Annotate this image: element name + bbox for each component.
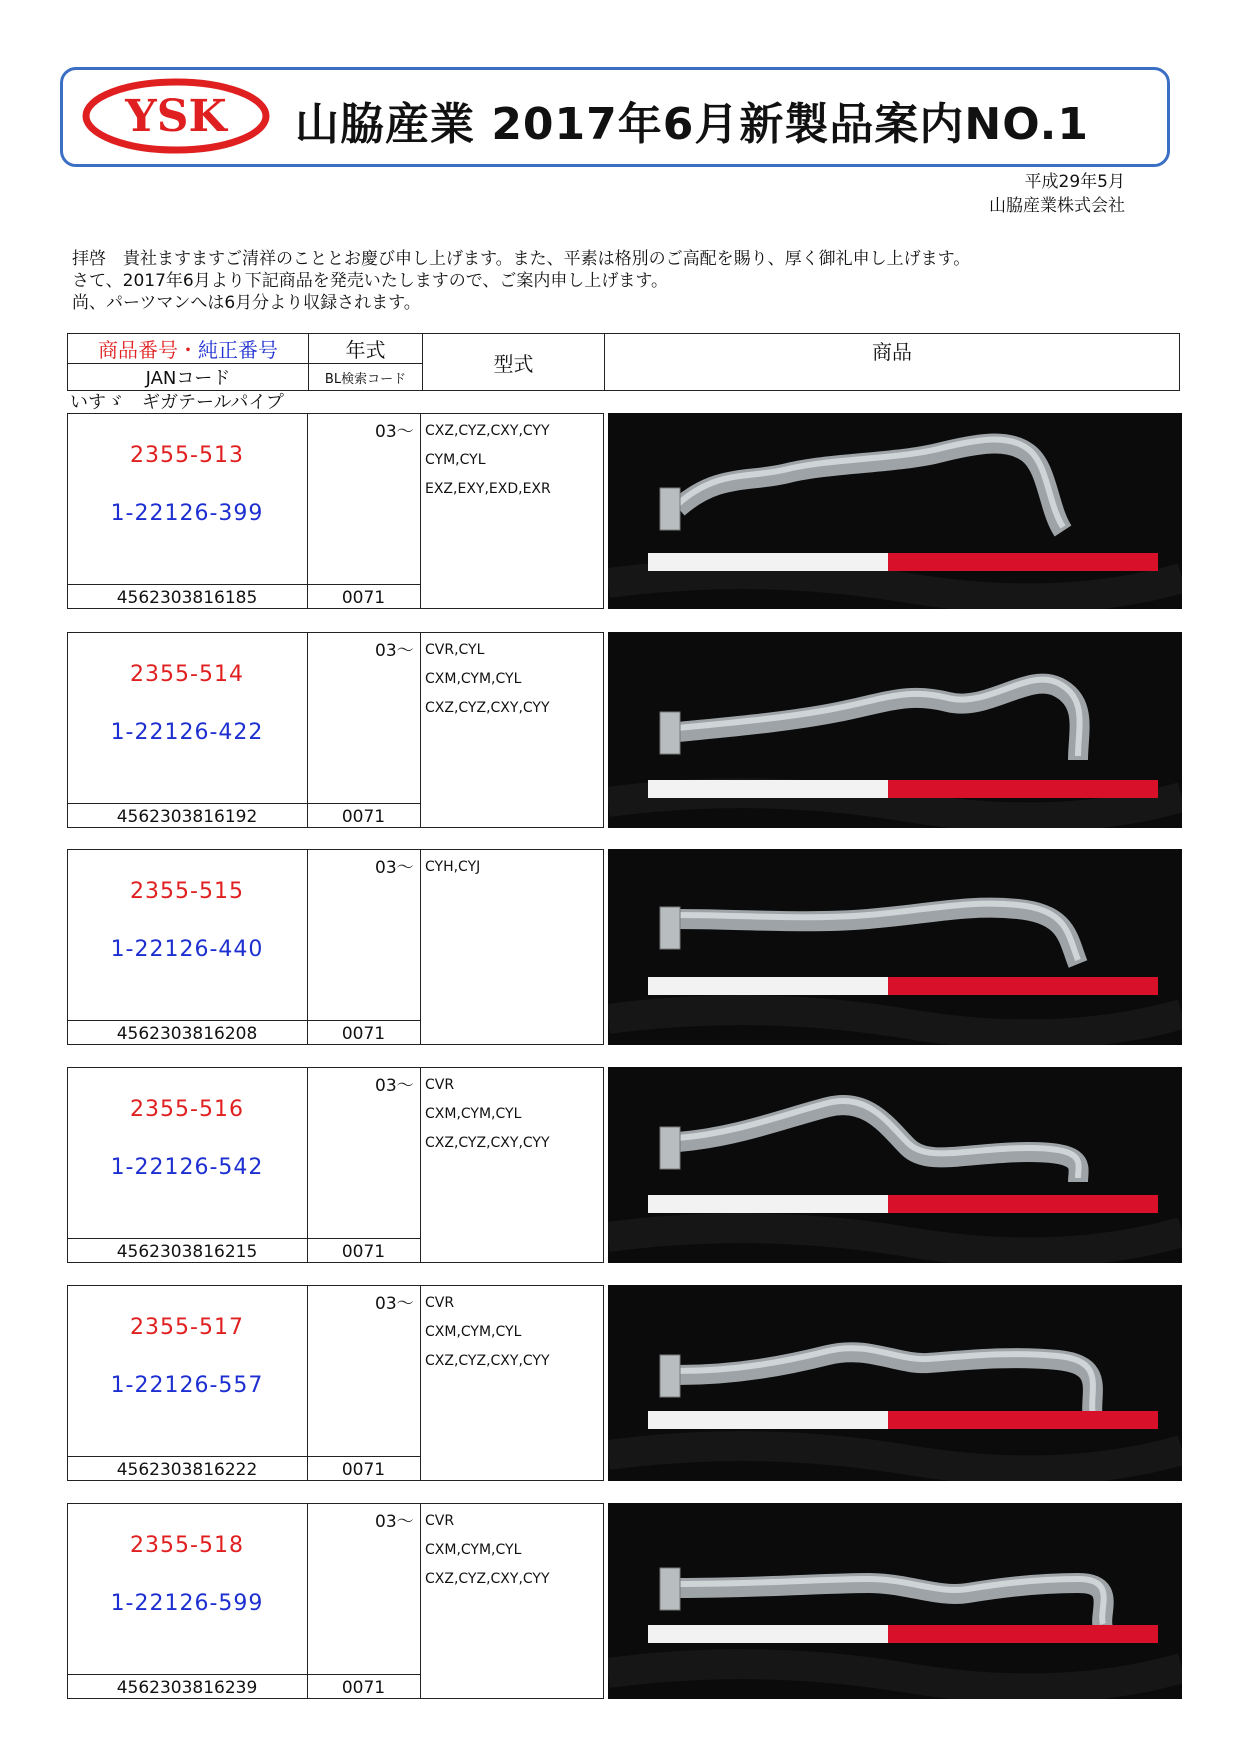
model-line: CYM,CYL — [425, 452, 486, 468]
divider — [67, 1238, 420, 1239]
bl-code: 0071 — [341, 807, 386, 827]
greeting-line: 尚、パーツマンへは6月分より収録されます。 — [72, 293, 421, 313]
tape-red — [888, 977, 1158, 995]
issuer-block — [989, 170, 1125, 218]
pipe-flange — [660, 488, 680, 530]
model-line: CVR,CYL — [425, 642, 485, 658]
divider — [420, 413, 421, 609]
jan-code: 4562303816215 — [116, 1242, 258, 1262]
header-separator: ・ — [178, 338, 198, 362]
logo-text: YSK — [125, 91, 227, 142]
issuer-company: 山脇産業株式会社 — [989, 196, 1125, 216]
divider — [420, 1503, 421, 1699]
oem-number: 1-22126-542 — [110, 1155, 264, 1180]
greeting-line: 拝啓 貴社ますますご清祥のこととお慶び申し上げます。また、平素は格別のご高配を賜り、厚く御礼申し上げます。 — [72, 249, 971, 269]
tape-white — [648, 1411, 888, 1429]
pipe-flange — [660, 907, 680, 949]
pipe-flange — [660, 1568, 680, 1610]
bl-code: 0071 — [341, 1242, 386, 1262]
measuring-tape — [648, 780, 1158, 798]
product-photo — [608, 632, 1182, 828]
model-list — [425, 1507, 550, 1594]
product-number: 2355-515 — [130, 879, 244, 904]
divider — [67, 803, 420, 804]
issue-date: 平成29年5月 — [1024, 172, 1125, 192]
product-photo — [608, 849, 1182, 1045]
model-list — [425, 636, 550, 723]
tape-white — [648, 780, 888, 798]
divider — [307, 1067, 308, 1263]
header-model: 型式 — [423, 334, 605, 391]
page-title: 山脇産業 2017年6月新製品案内NO.1 — [295, 99, 1089, 150]
product-photo — [608, 1285, 1182, 1481]
divider — [307, 849, 308, 1045]
divider — [67, 1456, 420, 1457]
divider — [67, 1020, 420, 1021]
divider — [420, 632, 421, 828]
model-line: CXM,CYM,CYL — [425, 1106, 522, 1122]
oem-number: 1-22126-440 — [110, 937, 264, 962]
header-oem-label: 純正番号 — [198, 338, 278, 362]
tape-red — [888, 780, 1158, 798]
jan-code: 4562303816185 — [116, 588, 258, 608]
divider — [307, 413, 308, 609]
tape-red — [888, 553, 1158, 571]
tape-white — [648, 553, 888, 571]
jan-code: 4562303816222 — [116, 1460, 258, 1480]
product-number: 2355-517 — [130, 1315, 244, 1340]
model-list — [425, 1289, 550, 1376]
tape-red — [888, 1195, 1158, 1213]
divider — [420, 849, 421, 1045]
model-line: CXZ,CYZ,CXY,CYY — [425, 1571, 550, 1587]
product-number: 2355-513 — [130, 443, 244, 468]
divider — [307, 1503, 308, 1699]
product-row — [67, 849, 1182, 1049]
jan-code: 4562303816208 — [116, 1024, 258, 1044]
divider — [67, 584, 420, 585]
model-year: 03～ — [375, 1076, 414, 1096]
model-list — [425, 1071, 550, 1158]
jan-code: 4562303816192 — [116, 807, 258, 827]
product-number: 2355-516 — [130, 1097, 244, 1122]
model-line: CXZ,CYZ,CXY,CYY — [425, 1135, 550, 1151]
model-line: CVR — [425, 1077, 455, 1093]
divider — [420, 1067, 421, 1263]
header-bl: BL検索コード — [309, 364, 423, 391]
model-list — [425, 853, 480, 882]
model-list — [425, 417, 551, 504]
product-row — [67, 1503, 1182, 1703]
product-photo — [608, 1067, 1182, 1263]
jan-code: 4562303816239 — [116, 1678, 258, 1698]
tape-white — [648, 1195, 888, 1213]
greeting-text — [72, 248, 970, 314]
ysk-logo — [81, 76, 271, 156]
header-year: 年式 — [309, 334, 423, 364]
header-product: 商品 — [605, 334, 1180, 391]
oem-number: 1-22126-422 — [110, 720, 264, 745]
oem-number: 1-22126-599 — [110, 1591, 264, 1616]
bl-code: 0071 — [341, 1678, 386, 1698]
model-line: CXZ,CYZ,CXY,CYY — [425, 423, 550, 439]
greeting-line: さて、2017年6月より下記商品を発売いたしますので、ご案内申し上げます。 — [72, 271, 669, 291]
measuring-tape — [648, 1411, 1158, 1429]
header-partno — [68, 334, 309, 364]
model-year: 03～ — [375, 1512, 414, 1532]
model-line: EXZ,EXY,EXD,EXR — [425, 481, 551, 497]
model-line: CXM,CYM,CYL — [425, 671, 522, 687]
product-row — [67, 413, 1182, 613]
model-line: CVR — [425, 1513, 455, 1529]
product-row — [67, 1285, 1182, 1485]
model-year: 03～ — [375, 422, 414, 442]
tape-red — [888, 1625, 1158, 1643]
measuring-tape — [648, 553, 1158, 571]
product-row — [67, 632, 1182, 832]
product-number: 2355-514 — [130, 662, 244, 687]
product-photo — [608, 413, 1182, 609]
header-partno-label: 商品番号 — [98, 338, 178, 362]
tape-white — [648, 1625, 888, 1643]
oem-number: 1-22126-557 — [110, 1373, 264, 1398]
category-label: いすゞ ギガテールパイプ — [70, 392, 284, 413]
bl-code: 0071 — [341, 1024, 386, 1044]
divider — [67, 1674, 420, 1675]
product-number: 2355-518 — [130, 1533, 244, 1558]
model-year: 03～ — [375, 1294, 414, 1314]
table-header — [67, 333, 1180, 391]
divider — [307, 1285, 308, 1481]
divider — [307, 632, 308, 828]
header-jan: JANコード — [68, 364, 309, 391]
pipe-flange — [660, 1355, 680, 1397]
tape-red — [888, 1411, 1158, 1429]
oem-number: 1-22126-399 — [110, 501, 264, 526]
pipe-flange — [660, 712, 680, 754]
pipe-flange — [660, 1127, 680, 1169]
model-line: CXZ,CYZ,CXY,CYY — [425, 700, 550, 716]
model-line: CVR — [425, 1295, 455, 1311]
bl-code: 0071 — [341, 1460, 386, 1480]
model-line: CYH,CYJ — [425, 859, 481, 875]
model-year: 03～ — [375, 641, 414, 661]
bl-code: 0071 — [341, 588, 386, 608]
product-photo — [608, 1503, 1182, 1699]
model-year: 03～ — [375, 858, 414, 878]
model-line: CXZ,CYZ,CXY,CYY — [425, 1353, 550, 1369]
divider — [420, 1285, 421, 1481]
measuring-tape — [648, 1625, 1158, 1643]
measuring-tape — [648, 1195, 1158, 1213]
model-line: CXM,CYM,CYL — [425, 1542, 522, 1558]
header-box — [60, 67, 1170, 167]
product-row — [67, 1067, 1182, 1267]
model-line: CXM,CYM,CYL — [425, 1324, 522, 1340]
tape-white — [648, 977, 888, 995]
measuring-tape — [648, 977, 1158, 995]
